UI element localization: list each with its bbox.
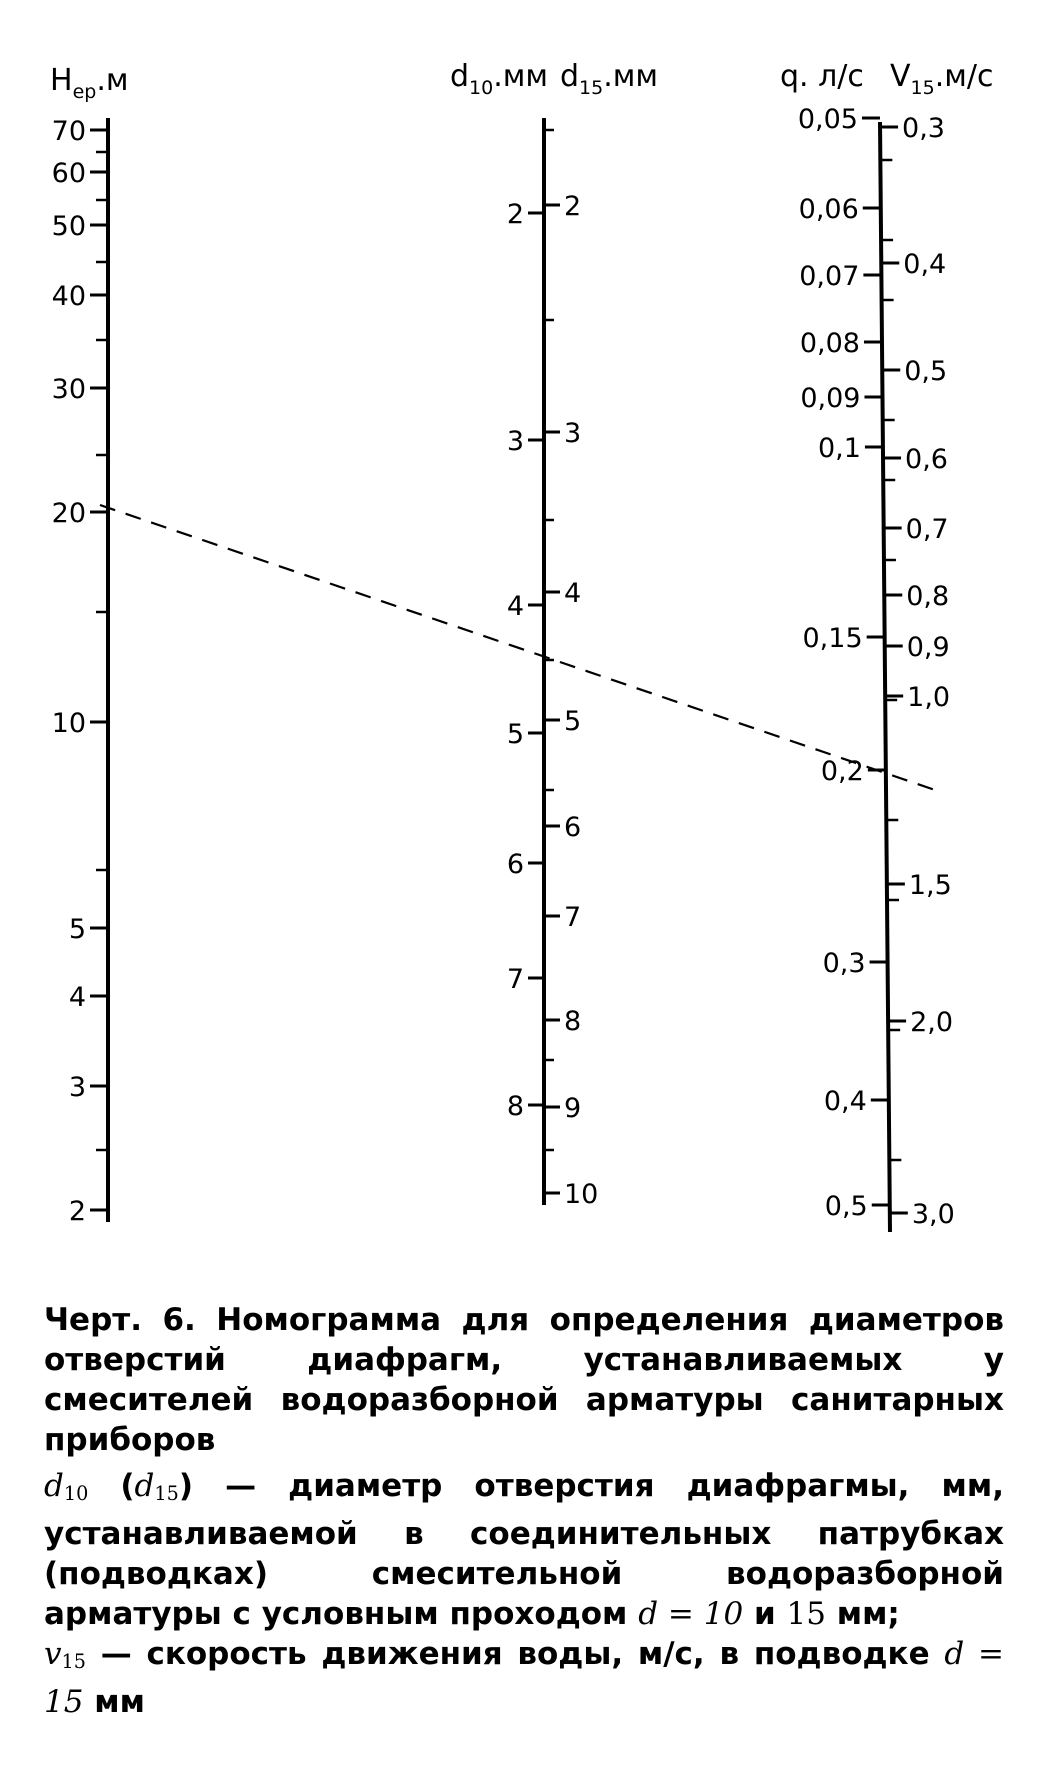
tick-label-q: 0,2 xyxy=(820,756,864,787)
legend-mm2: мм xyxy=(83,1683,145,1720)
legend-v-text: — скорость движения воды, м/с, в подводке xyxy=(85,1635,945,1672)
tick-label-d10: 8 xyxy=(506,1091,524,1122)
figure-caption xyxy=(44,1300,1004,1722)
tick-label-d15: 2 xyxy=(564,191,582,222)
tick-label-q: 0,06 xyxy=(798,194,859,225)
legend-mm: мм; xyxy=(825,1595,900,1632)
tick-label-d15: 10 xyxy=(564,1179,599,1210)
axis-title-q: q. л/с xyxy=(780,59,864,94)
tick-label-d15: 8 xyxy=(564,1006,582,1037)
axis-title-H: $H_{ер}.м$ xyxy=(50,63,129,103)
tick-label-H: 40 xyxy=(51,281,86,312)
tick-label-H: 5 xyxy=(68,914,86,945)
caption-legend-v xyxy=(44,1634,1004,1722)
tick-label-q: 0,3 xyxy=(822,948,866,979)
tick-label-V15: 0,7 xyxy=(905,514,949,545)
tick-label-d15: 7 xyxy=(564,902,582,933)
tick-label-V15: 1,0 xyxy=(907,682,951,713)
tick-label-d15: 3 xyxy=(564,418,582,449)
tick-label-H: 3 xyxy=(68,1072,86,1103)
tick-label-H: 10 xyxy=(51,708,86,739)
tick-label-q: 0,1 xyxy=(817,433,861,464)
tick-label-q: 0,09 xyxy=(800,383,861,414)
legend-and: и xyxy=(743,1595,787,1632)
tick-label-q: 0,15 xyxy=(802,623,863,654)
legend-v-equation: d = 15 xyxy=(44,1635,1004,1720)
tick-label-d15: 6 xyxy=(564,812,582,843)
legend-d-text: — диаметр отверстия диафрагмы, мм, устанавливаемой в соединительных патрубках (подводках) смесительной водоразборной арматуры с условным проходом xyxy=(44,1468,1004,1632)
tick-label-d10: 3 xyxy=(506,426,524,457)
tick-label-d15: 9 xyxy=(564,1093,582,1124)
tick-label-q: 0,08 xyxy=(799,328,860,359)
tick-label-V15: 0,6 xyxy=(905,444,948,475)
tick-label-V15: 0,5 xyxy=(904,356,948,387)
tick-label-q: 0,4 xyxy=(823,1086,867,1117)
axis-title-d15: $d_{15}.мм$ xyxy=(560,59,659,99)
legend-d-equation: d = 10 xyxy=(638,1595,744,1632)
legend-15: 15 xyxy=(786,1595,826,1632)
caption-title xyxy=(44,1300,1004,1460)
axis-title-d10: $d_{10}.мм$ xyxy=(450,59,549,99)
tick-label-H: 4 xyxy=(68,982,86,1013)
tick-label-d10: 2 xyxy=(506,199,524,230)
tick-label-H: 20 xyxy=(51,498,86,529)
tick-label-H: 60 xyxy=(51,158,86,189)
tick-label-d15: 4 xyxy=(564,578,582,609)
tick-label-q: 0,05 xyxy=(797,104,858,135)
legend-v-symbol: $v_{15}$ xyxy=(44,1635,86,1673)
legend-d15-symbol: $d_{15}$ xyxy=(134,1468,179,1505)
tick-label-H: 70 xyxy=(51,116,86,147)
tick-label-d10: 6 xyxy=(506,849,524,880)
tick-label-d10: 5 xyxy=(506,719,524,750)
axis-line-qV xyxy=(880,122,890,1232)
caption-legend-d: $d_{10}$ $(d_{15})$ — диаметр отверстия диафрагмы, мм, устанавливаемой в соединительных патрубках (подводках) смесительной водоразборной арматуры с условным проходом d = 10 и 15 мм; xyxy=(44,1468,1004,1632)
tick-label-q: 0,5 xyxy=(824,1191,868,1222)
caption-title-text: Черт. 6. Номограмма для определения диаметров отверстий диафрагм, устанавливаемых у смесителей водоразборной арматуры санитарных приборов xyxy=(44,1302,1004,1458)
ticks-H xyxy=(52,116,108,1227)
tick-label-V15: 1,5 xyxy=(908,870,952,901)
ticks-q xyxy=(798,104,890,1222)
minor-ticks xyxy=(96,130,901,1160)
tick-label-V15: 0,4 xyxy=(903,249,947,280)
tick-label-q: 0,07 xyxy=(799,261,860,292)
ticks-d15 xyxy=(544,191,598,1210)
tick-label-V15: 2,0 xyxy=(910,1007,954,1038)
tick-label-d10: 7 xyxy=(506,964,524,995)
ticks-d10 xyxy=(507,199,544,1122)
tick-label-V15: 0,3 xyxy=(902,113,945,144)
tick-label-H: 50 xyxy=(51,211,86,242)
tick-label-V15: 0,9 xyxy=(906,632,950,663)
tick-label-d15: 5 xyxy=(564,706,582,737)
legend-d-symbol: $d_{10}$ xyxy=(44,1468,89,1505)
axis-title-V15: $V_{15}.м/с$ xyxy=(890,59,994,99)
tick-label-V15: 0,8 xyxy=(906,581,950,612)
tick-label-H: 30 xyxy=(51,374,86,405)
tick-label-H: 2 xyxy=(68,1196,86,1227)
ticks-V15 xyxy=(880,113,955,1230)
tick-label-d10: 4 xyxy=(506,591,524,622)
tick-label-V15: 3,0 xyxy=(911,1199,955,1230)
